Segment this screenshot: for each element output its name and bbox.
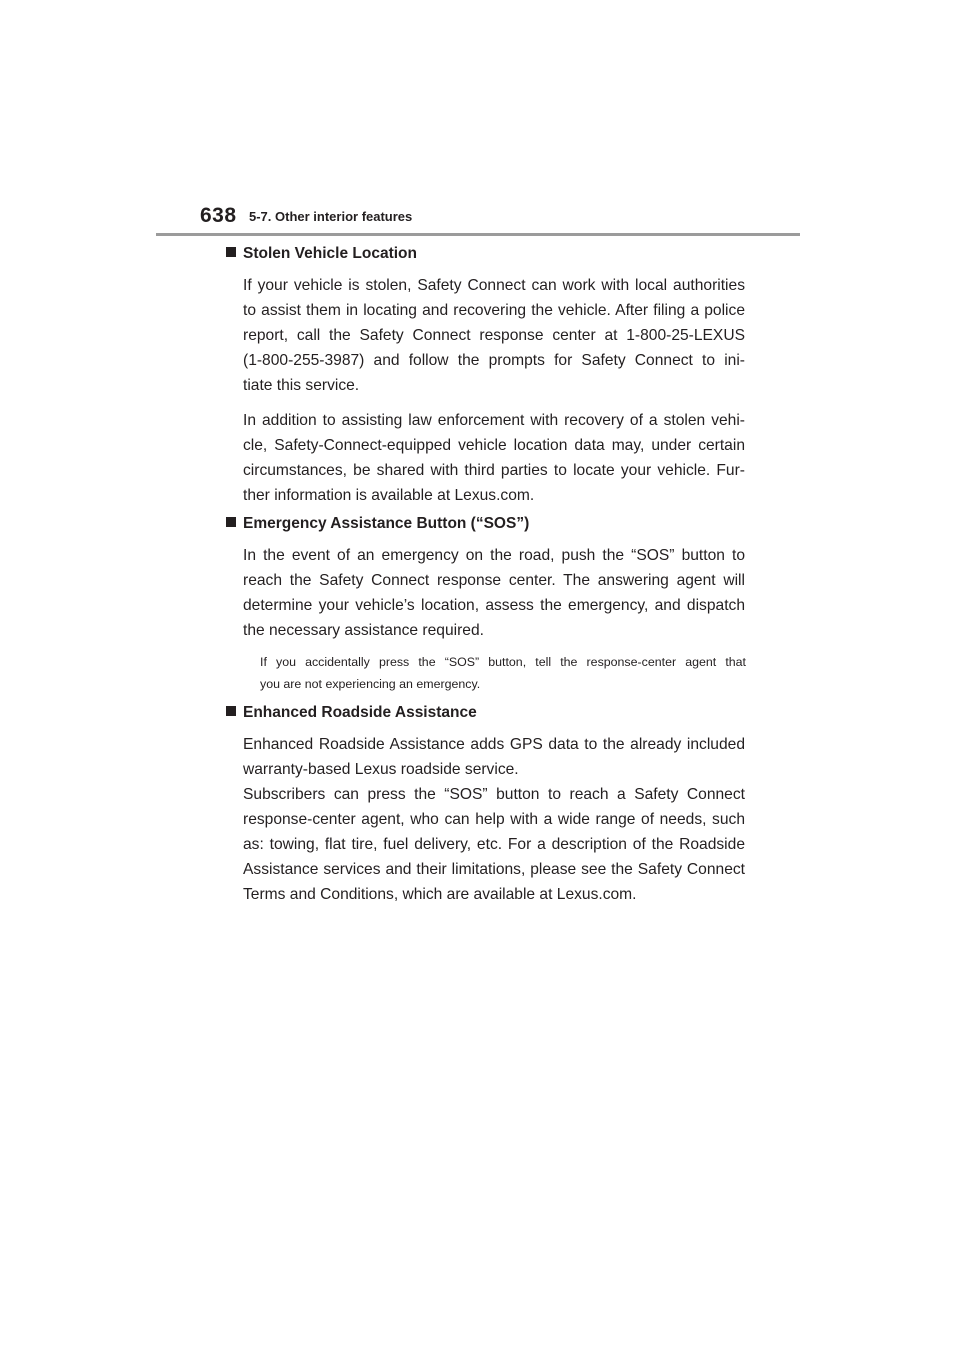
note-line: you are not experiencing an emergency.	[260, 677, 481, 691]
text-line: determine your vehicle’s location, assess the emergency, and dispatch	[243, 597, 745, 614]
text-line: cle, Safety-Connect-equipped vehicle location data may, under certain	[243, 437, 745, 454]
section-title: 5-7. Other interior features	[249, 209, 413, 224]
text-line: Terms and Conditions, which are available at Lexus.com.	[243, 886, 637, 903]
text-line: Enhanced Roadside Assistance adds GPS data to the already included	[243, 736, 745, 753]
text-line: the necessary assistance required.	[243, 622, 484, 639]
text-line: ther information is available at Lexus.com.	[243, 487, 535, 504]
text-line: as: towing, flat tire, fuel delivery, etc. For a description of the Roadside	[243, 836, 745, 853]
heading-text: Enhanced Roadside Assistance	[243, 704, 477, 721]
text-line: reach the Safety Connect response center. The answering agent will	[243, 572, 745, 589]
text-line: In the event of an emergency on the road, push the “SOS” button to	[243, 547, 745, 564]
square-bullet-icon	[226, 517, 236, 527]
square-bullet-icon	[226, 247, 236, 257]
paragraph	[243, 782, 745, 907]
text-line: response-center agent, who can help with a wide range of needs, such	[243, 811, 745, 828]
text-line: (1-800-255-3987) and follow the prompts for Safety Connect to ini-	[243, 352, 745, 369]
paragraph	[243, 273, 745, 398]
text-line: Subscribers can press the “SOS” button to reach a Safety Connect	[243, 786, 745, 803]
text-line: In addition to assisting law enforcement with recovery of a stolen vehi-	[243, 412, 745, 429]
text-line: to assist them in locating and recovering the vehicle. After filing a police	[243, 302, 745, 319]
paragraph	[243, 408, 745, 508]
paragraph	[243, 543, 745, 643]
heading-stolen-vehicle-location	[226, 244, 417, 264]
text-line: circumstances, be shared with third parties to locate your vehicle. Fur-	[243, 462, 745, 479]
square-bullet-icon	[226, 706, 236, 716]
text-line: report, call the Safety Connect response center at 1-800-25-LEXUS	[243, 327, 745, 344]
heading-text: Stolen Vehicle Location	[243, 245, 417, 262]
heading-enhanced-roadside-assistance	[226, 703, 477, 723]
paragraph	[243, 732, 745, 782]
text-line: Assistance services and their limitations, please see the Safety Connect	[243, 861, 745, 878]
text-line: warranty-based Lexus roadside service.	[243, 761, 519, 778]
note	[260, 651, 746, 695]
text-line: tiate this service.	[243, 377, 360, 394]
text-line: If your vehicle is stolen, Safety Connect can work with local authorities	[243, 277, 745, 294]
heading-emergency-assistance-button	[226, 514, 529, 534]
heading-text: Emergency Assistance Button (“SOS”)	[243, 515, 530, 532]
note-line: If you accidentally press the “SOS” button, tell the response-center agent that	[260, 655, 746, 669]
page-number: 638	[200, 204, 237, 227]
